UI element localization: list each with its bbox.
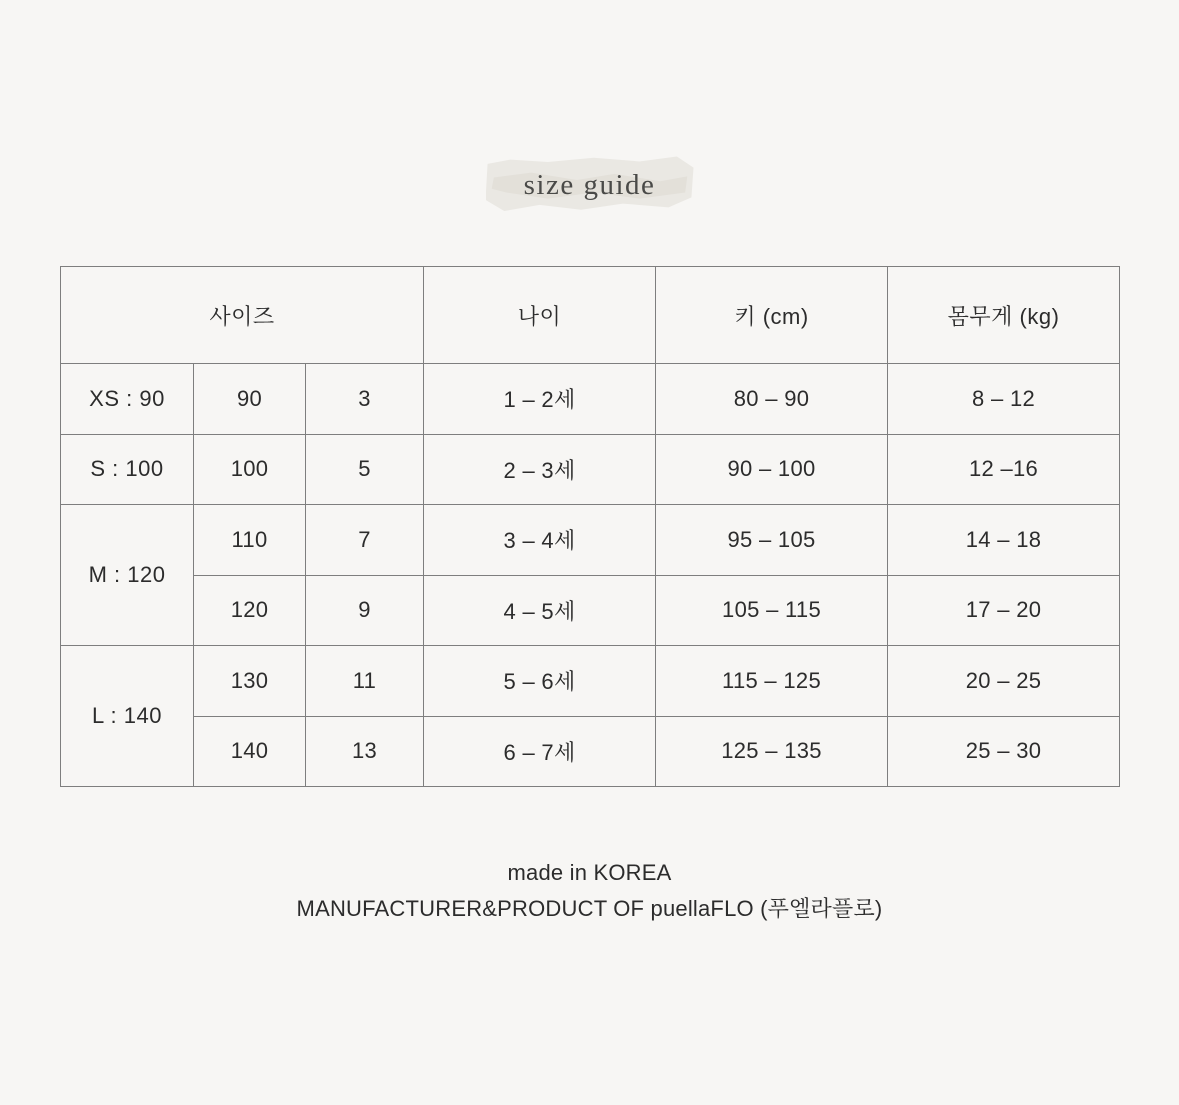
cell-size-number: 100 <box>194 434 306 505</box>
cell-size-code: 9 <box>306 575 424 646</box>
size-table-body <box>61 364 1120 787</box>
table-row <box>61 575 1120 646</box>
page-title: size guide <box>523 168 656 201</box>
cell-size-code: 13 <box>306 716 424 787</box>
cell-size-code: 3 <box>306 364 424 435</box>
table-row <box>61 434 1120 505</box>
size-table-container <box>60 266 1119 787</box>
cell-size-number: 110 <box>194 505 306 576</box>
cell-size-label: L : 140 <box>61 646 194 787</box>
cell-height: 105 – 115 <box>656 575 888 646</box>
table-row <box>61 646 1120 717</box>
column-header-age: 나이 <box>424 267 656 364</box>
cell-size-number: 130 <box>194 646 306 717</box>
tape-graphic <box>486 154 694 216</box>
cell-weight: 12 –16 <box>888 434 1120 505</box>
cell-age: 2 – 3세 <box>424 434 656 505</box>
cell-size-number: 120 <box>194 575 306 646</box>
cell-size-code: 7 <box>306 505 424 576</box>
cell-height: 125 – 135 <box>656 716 888 787</box>
cell-size-number: 140 <box>194 716 306 787</box>
table-header-row <box>61 267 1120 364</box>
cell-size-label: XS : 90 <box>61 364 194 435</box>
cell-weight: 20 – 25 <box>888 646 1120 717</box>
footer <box>0 855 1179 928</box>
cell-size-code: 5 <box>306 434 424 505</box>
column-header-size: 사이즈 <box>61 267 424 364</box>
column-header-weight: 몸무게 (kg) <box>888 267 1120 364</box>
cell-size-number: 90 <box>194 364 306 435</box>
cell-weight: 25 – 30 <box>888 716 1120 787</box>
cell-age: 5 – 6세 <box>424 646 656 717</box>
column-header-height: 키 (cm) <box>656 267 888 364</box>
table-row <box>61 364 1120 435</box>
cell-size-code: 11 <box>306 646 424 717</box>
cell-height: 95 – 105 <box>656 505 888 576</box>
cell-height: 80 – 90 <box>656 364 888 435</box>
cell-weight: 8 – 12 <box>888 364 1120 435</box>
table-row <box>61 505 1120 576</box>
cell-age: 3 – 4세 <box>424 505 656 576</box>
cell-size-label: S : 100 <box>61 434 194 505</box>
cell-weight: 17 – 20 <box>888 575 1120 646</box>
cell-age: 1 – 2세 <box>424 364 656 435</box>
cell-height: 115 – 125 <box>656 646 888 717</box>
cell-weight: 14 – 18 <box>888 505 1120 576</box>
cell-age: 6 – 7세 <box>424 716 656 787</box>
cell-size-label: M : 120 <box>61 505 194 646</box>
size-guide-title-banner <box>0 140 1179 230</box>
cell-age: 4 – 5세 <box>424 575 656 646</box>
size-table <box>60 266 1120 787</box>
table-row <box>61 716 1120 787</box>
footer-manufacturer: MANUFACTURER&PRODUCT OF puellaFLO (푸엘라플로) <box>296 896 883 922</box>
footer-made-in: made in KOREA <box>507 860 672 885</box>
size-table-head <box>61 267 1120 364</box>
cell-height: 90 – 100 <box>656 434 888 505</box>
